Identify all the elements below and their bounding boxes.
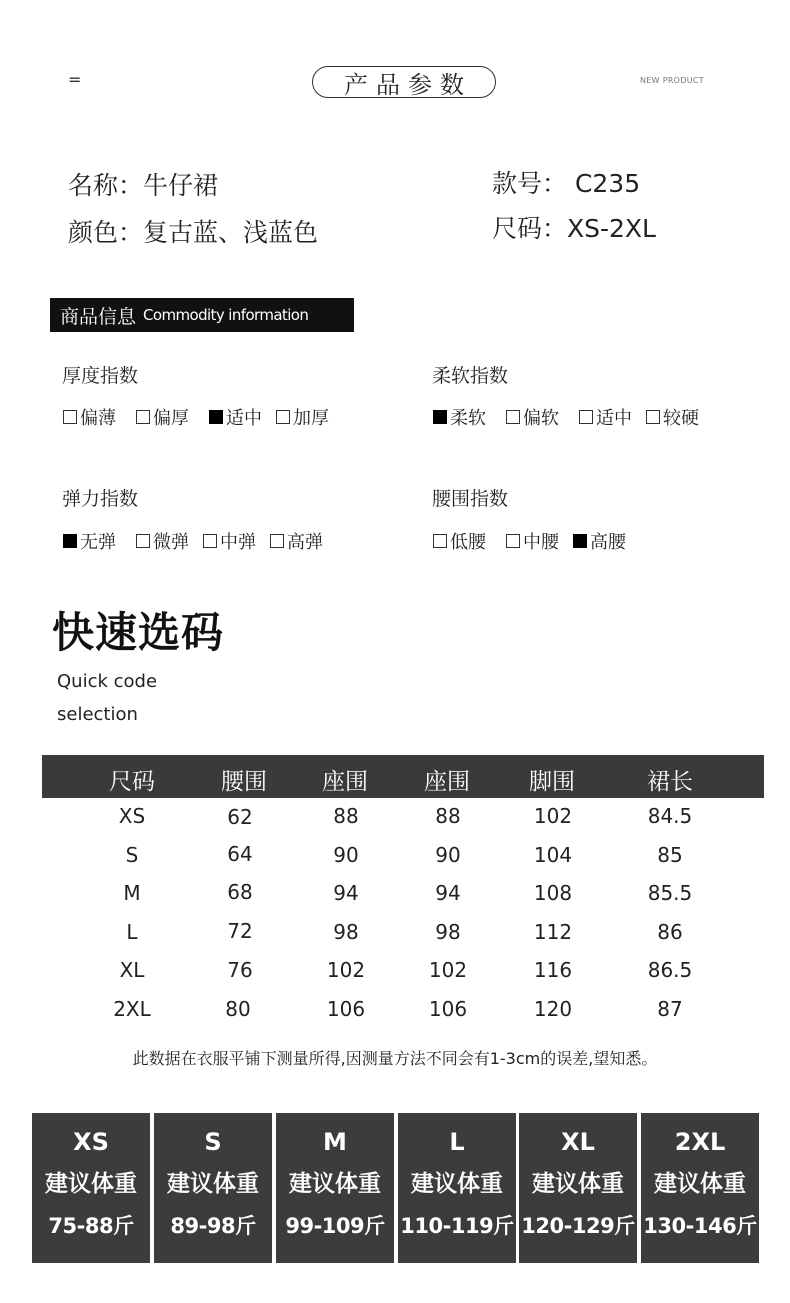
new-product-label: NEW PRODUCT: [640, 76, 704, 85]
cell-hem: 116: [533, 958, 573, 982]
cell-hip: 94: [333, 881, 359, 905]
cell-hem: 112: [533, 920, 573, 944]
commodity-title-cn: 商品信息: [60, 305, 137, 328]
product-size: 尺码：XS-2XL: [492, 214, 656, 243]
option-no-stretch: 无弹: [63, 528, 116, 554]
cell-length: 85: [657, 843, 683, 867]
card-range: 89-98斤: [170, 1214, 256, 1238]
cell-waist: 80: [225, 997, 251, 1021]
cell-hem: 102: [533, 804, 573, 828]
card-size: XL: [561, 1128, 595, 1156]
cell-waist: 64: [227, 842, 253, 866]
checkbox-checked-icon: [63, 534, 77, 548]
size-table-header: [42, 755, 764, 798]
option-medium-stretch: 中弹: [203, 528, 256, 554]
card-size: S: [204, 1128, 222, 1156]
thickness-index-options: [63, 404, 349, 430]
cell-hip-2: 102: [428, 958, 468, 982]
weight-card-s: [154, 1113, 272, 1263]
header-size: 尺码: [109, 769, 155, 795]
checkbox-icon: [276, 410, 290, 424]
checkbox-icon: [63, 410, 77, 424]
cell-length: 84.5: [647, 804, 693, 828]
cell-size: S: [125, 843, 139, 867]
checkbox-checked-icon: [433, 410, 447, 424]
softness-index-title: 柔软指数: [432, 365, 509, 387]
option-moderate: 适中: [579, 404, 632, 430]
cell-waist: 62: [227, 805, 253, 829]
weight-card-xs: [32, 1113, 150, 1263]
product-model: 款号： C235: [492, 169, 641, 198]
card-label: 建议体重: [532, 1171, 624, 1197]
cell-length: 86.5: [647, 958, 693, 982]
cell-waist: 72: [227, 919, 253, 943]
cell-hip: 88: [333, 804, 359, 828]
header-hem: 脚围: [529, 769, 575, 795]
checkbox-checked-icon: [573, 534, 587, 548]
option-high-waist: 高腰: [573, 528, 626, 554]
weight-card-m: [276, 1113, 394, 1263]
checkbox-icon: [506, 534, 520, 548]
checkbox-icon: [270, 534, 284, 548]
cell-size: 2XL: [113, 997, 151, 1021]
weight-card-xl: [519, 1113, 637, 1263]
cell-hem: 120: [533, 997, 573, 1021]
option-hard: 较硬: [646, 404, 699, 430]
header-hip: 座围: [322, 769, 368, 795]
option-high-stretch: 高弹: [270, 528, 323, 554]
option-slight-stretch: 微弹: [136, 528, 189, 554]
quick-select-subtitle-1: Quick code: [57, 671, 158, 692]
checkbox-checked-icon: [209, 410, 223, 424]
option-extra-thick: 加厚: [276, 404, 329, 430]
softness-index-options: [433, 404, 719, 430]
cell-hip-2: 88: [435, 804, 461, 828]
product-name: 名称：牛仔裙: [68, 171, 219, 200]
quick-select-subtitle-2: selection: [57, 704, 138, 725]
card-size: M: [323, 1128, 347, 1156]
cell-hip: 102: [326, 958, 366, 982]
header-mark: =: [68, 70, 82, 89]
option-thin: 偏薄: [63, 404, 116, 430]
commodity-title-en: Commodity information: [143, 306, 309, 324]
card-range: 75-88斤: [48, 1214, 134, 1238]
cell-hip-2: 90: [435, 843, 461, 867]
checkbox-icon: [136, 534, 150, 548]
option-low-waist: 低腰: [433, 528, 486, 554]
option-soft: 柔软: [433, 404, 486, 430]
card-range: 130-146斤: [643, 1214, 757, 1238]
waist-index-title: 腰围指数: [432, 488, 509, 510]
header-waist: 腰围: [221, 769, 267, 795]
cell-size: M: [123, 881, 141, 905]
cell-waist: 76: [227, 958, 253, 982]
cell-hip: 98: [333, 920, 359, 944]
cell-size: XL: [119, 958, 145, 982]
cell-length: 86: [657, 920, 683, 944]
card-label: 建议体重: [654, 1171, 746, 1197]
card-label: 建议体重: [411, 1171, 503, 1197]
checkbox-icon: [579, 410, 593, 424]
cell-hip-2: 94: [435, 881, 461, 905]
cell-hem: 108: [533, 881, 573, 905]
page-title: 产品参数: [312, 66, 496, 98]
weight-card-l: [398, 1113, 516, 1263]
cell-hem: 104: [533, 843, 573, 867]
weight-card-2xl: [641, 1113, 759, 1263]
header-hip-2: 座围: [424, 769, 470, 795]
card-size: 2XL: [674, 1128, 726, 1156]
cell-length: 85.5: [647, 881, 693, 905]
cell-size: L: [126, 920, 138, 944]
cell-hip-2: 98: [435, 920, 461, 944]
card-size: XS: [73, 1128, 109, 1156]
card-label: 建议体重: [45, 1171, 137, 1197]
thickness-index-title: 厚度指数: [62, 365, 139, 387]
quick-select-title: 快速选码: [52, 608, 225, 657]
card-label: 建议体重: [167, 1171, 259, 1197]
header-length: 裙长: [647, 769, 693, 795]
checkbox-icon: [506, 410, 520, 424]
option-mid-waist: 中腰: [506, 528, 559, 554]
cell-waist: 68: [227, 880, 253, 904]
elasticity-index-options: [63, 528, 343, 554]
card-range: 120-129斤: [521, 1214, 635, 1238]
option-slightly-soft: 偏软: [506, 404, 559, 430]
option-medium: 适中: [209, 404, 262, 430]
checkbox-icon: [646, 410, 660, 424]
checkbox-icon: [203, 534, 217, 548]
commodity-banner: [50, 298, 354, 332]
checkbox-icon: [136, 410, 150, 424]
card-size: L: [449, 1128, 465, 1156]
card-label: 建议体重: [289, 1171, 381, 1197]
measurement-note: 此数据在衣服平铺下测量所得,因测量方法不同会有1-3cm的误差,望知悉。: [132, 1049, 658, 1068]
waist-index-options: [433, 528, 646, 554]
cell-hip: 90: [333, 843, 359, 867]
cell-length: 87: [657, 997, 683, 1021]
checkbox-icon: [433, 534, 447, 548]
cell-hip-2: 106: [428, 997, 468, 1021]
card-range: 99-109斤: [285, 1214, 385, 1238]
cell-hip: 106: [326, 997, 366, 1021]
cell-size: XS: [118, 804, 146, 828]
elasticity-index-title: 弹力指数: [62, 488, 139, 510]
option-thick: 偏厚: [136, 404, 189, 430]
card-range: 110-119斤: [400, 1214, 514, 1238]
product-color: 颜色：复古蓝、浅蓝色: [68, 218, 319, 247]
